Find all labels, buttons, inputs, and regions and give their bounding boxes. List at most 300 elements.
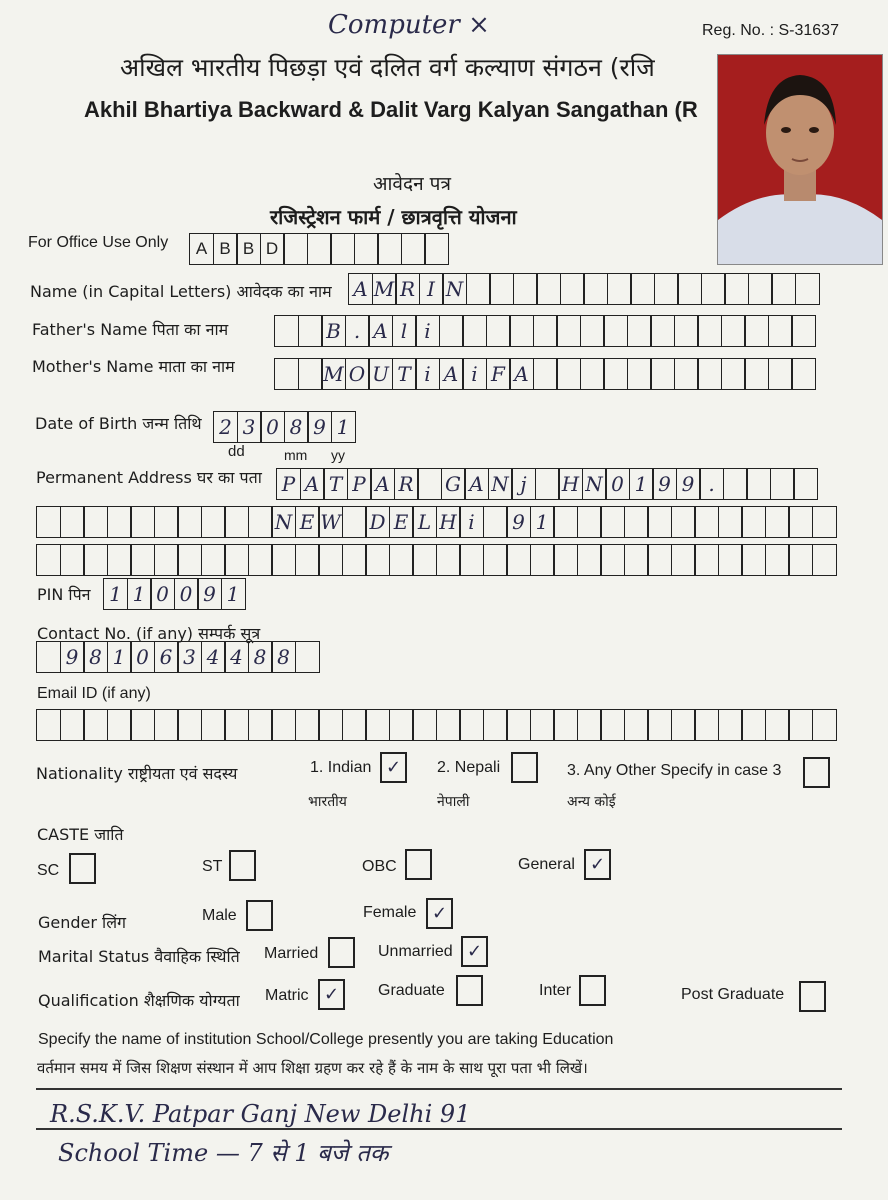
- char-cell: [812, 709, 837, 741]
- char-cell: [793, 468, 818, 500]
- office-cell-5: [283, 233, 308, 265]
- marital-label: Marital Status वैवाहिक स्थिति: [38, 947, 240, 966]
- gender-female-label: Female: [363, 904, 417, 921]
- char-cell: [201, 506, 226, 538]
- char-cell: [295, 709, 320, 741]
- pin-grid[interactable]: [103, 578, 244, 610]
- char-cell: [603, 315, 628, 347]
- char-cell: O: [345, 358, 370, 390]
- char-cell: [506, 544, 531, 576]
- char-cell: E: [295, 506, 320, 538]
- char-cell: i: [415, 315, 440, 347]
- char-cell: [177, 506, 202, 538]
- char-cell: j: [511, 468, 536, 500]
- dob-grid[interactable]: [213, 411, 354, 443]
- char-cell: [130, 709, 155, 741]
- char-cell: [154, 544, 179, 576]
- address-grid-3[interactable]: [36, 544, 835, 576]
- char-cell: [765, 506, 790, 538]
- char-cell: 9: [197, 578, 222, 610]
- char-cell: [791, 358, 816, 390]
- father-grid[interactable]: [274, 315, 815, 347]
- father-label: Father's Name पिता का नाम: [32, 320, 229, 339]
- nationality-indian-hindi: भारतीय: [308, 794, 347, 810]
- institution-answer-1[interactable]: R.S.K.V. Patpar Ganj New Delhi 91: [50, 1100, 471, 1128]
- nationality-other-hindi: अन्य कोई: [567, 794, 616, 810]
- char-cell: 9: [307, 411, 332, 443]
- char-cell: [741, 544, 766, 576]
- caste-label: CASTE जाति: [37, 825, 124, 844]
- email-label: Email ID (if any): [37, 685, 151, 702]
- char-cell: [224, 544, 249, 576]
- char-cell: U: [368, 358, 393, 390]
- office-cell-8: [354, 233, 379, 265]
- char-cell: [812, 544, 837, 576]
- char-cell: [724, 273, 749, 305]
- scribble-note: Computer ×: [328, 10, 490, 40]
- char-cell: [436, 544, 461, 576]
- char-cell: [788, 506, 813, 538]
- char-cell: [295, 544, 320, 576]
- char-cell: [553, 544, 578, 576]
- char-cell: N: [442, 273, 467, 305]
- office-cell-9: [377, 233, 402, 265]
- char-cell: [697, 358, 722, 390]
- office-use-grid[interactable]: [189, 233, 448, 265]
- char-cell: M: [321, 358, 346, 390]
- char-cell: [741, 709, 766, 741]
- char-cell: [462, 315, 487, 347]
- char-cell: [248, 544, 273, 576]
- dob-yy-hint: yy: [331, 447, 345, 463]
- char-cell: 1: [103, 578, 128, 610]
- char-cell: A: [370, 468, 395, 500]
- char-cell: [389, 709, 414, 741]
- char-cell: [795, 273, 820, 305]
- char-cell: [630, 273, 655, 305]
- char-cell: T: [392, 358, 417, 390]
- char-cell: [701, 273, 726, 305]
- nationality-nepali-label: 2. Nepali: [437, 759, 501, 776]
- caste-general-label: General: [518, 856, 575, 873]
- char-cell: [530, 709, 555, 741]
- char-cell: W: [318, 506, 343, 538]
- char-cell: [788, 544, 813, 576]
- contact-label: Contact No. (if any) सम्पर्क सूत्र: [37, 624, 261, 643]
- caste-general-checkbox[interactable]: ✓: [584, 849, 611, 880]
- office-cell-2: B: [213, 233, 238, 265]
- gender-male-label: Male: [202, 907, 237, 924]
- char-cell: [647, 506, 672, 538]
- char-cell: [553, 506, 578, 538]
- char-cell: 9: [506, 506, 531, 538]
- char-cell: [506, 709, 531, 741]
- char-cell: [177, 709, 202, 741]
- char-cell: 4: [201, 641, 226, 673]
- char-cell: [130, 506, 155, 538]
- char-cell: [533, 315, 558, 347]
- char-cell: 9: [60, 641, 85, 673]
- char-cell: 0: [150, 578, 175, 610]
- char-cell: 1: [127, 578, 152, 610]
- char-cell: [154, 709, 179, 741]
- reg-number: Reg. No. : S-31637: [702, 22, 839, 39]
- char-cell: [177, 544, 202, 576]
- char-cell: [765, 709, 790, 741]
- char-cell: 1: [107, 641, 132, 673]
- form-subtitle: आवेदन पत्र: [373, 173, 451, 195]
- char-cell: B: [321, 315, 346, 347]
- marital-married-label: Married: [264, 945, 319, 962]
- office-cell-4: D: [260, 233, 285, 265]
- nationality-label: Nationality राष्ट्रीयता एवं सदस्य: [36, 764, 238, 783]
- char-cell: 0: [605, 468, 630, 500]
- char-cell: 9: [652, 468, 677, 500]
- char-cell: [744, 358, 769, 390]
- char-cell: 1: [530, 506, 555, 538]
- char-cell: 3: [237, 411, 262, 443]
- char-cell: [744, 315, 769, 347]
- char-cell: [624, 506, 649, 538]
- char-cell: [671, 709, 696, 741]
- caste-sc-checkbox[interactable]: [69, 853, 96, 884]
- char-cell: [483, 506, 508, 538]
- char-cell: [771, 273, 796, 305]
- char-cell: [607, 273, 632, 305]
- char-cell: [459, 544, 484, 576]
- char-cell: [650, 315, 675, 347]
- char-cell: [107, 709, 132, 741]
- gender-male-checkbox[interactable]: [246, 900, 273, 931]
- char-cell: H: [558, 468, 583, 500]
- char-cell: [694, 506, 719, 538]
- char-cell: R: [394, 468, 419, 500]
- char-cell: [718, 709, 743, 741]
- char-cell: R: [395, 273, 420, 305]
- char-cell: [509, 315, 534, 347]
- char-cell: [274, 358, 299, 390]
- char-cell: [83, 544, 108, 576]
- gender-label: Gender लिंग: [38, 913, 127, 932]
- char-cell: [577, 709, 602, 741]
- char-cell: [439, 315, 464, 347]
- char-cell: [748, 273, 773, 305]
- char-cell: [295, 641, 320, 673]
- char-cell: [718, 544, 743, 576]
- char-cell: [36, 506, 61, 538]
- qualification-graduate-label: Graduate: [378, 982, 445, 999]
- nationality-nepali-checkbox[interactable]: [511, 752, 538, 783]
- char-cell: [459, 709, 484, 741]
- char-cell: [224, 506, 249, 538]
- qualification-pg-label: Post Graduate: [681, 986, 785, 1003]
- qualification-pg-checkbox[interactable]: [799, 981, 826, 1012]
- nationality-other-label: 3. Any Other Specify in case 3: [567, 762, 782, 779]
- caste-obc-checkbox[interactable]: [405, 849, 432, 880]
- char-cell: 9: [676, 468, 701, 500]
- char-cell: [365, 709, 390, 741]
- char-cell: [483, 709, 508, 741]
- char-cell: N: [488, 468, 513, 500]
- char-cell: [60, 506, 85, 538]
- char-cell: [533, 358, 558, 390]
- char-cell: [674, 358, 699, 390]
- char-cell: [768, 315, 793, 347]
- char-cell: [248, 506, 273, 538]
- address-grid-2[interactable]: [36, 506, 835, 538]
- char-cell: [535, 468, 560, 500]
- pin-label: PIN पिन: [37, 585, 91, 604]
- char-cell: [624, 544, 649, 576]
- qualification-matric-label: Matric: [265, 987, 309, 1004]
- char-cell: L: [412, 506, 437, 538]
- office-cell-6: [307, 233, 332, 265]
- char-cell: [536, 273, 561, 305]
- caste-sc-label: SC: [37, 862, 60, 879]
- char-cell: [60, 709, 85, 741]
- nationality-nepali-hindi: नेपाली: [437, 794, 470, 810]
- char-cell: P: [347, 468, 372, 500]
- org-title-hindi: अखिल भारतीय पिछड़ा एवं दलित वर्ग कल्याण संगठन (रजि: [120, 53, 655, 82]
- char-cell: A: [464, 468, 489, 500]
- char-cell: [624, 709, 649, 741]
- office-cell-3: B: [236, 233, 261, 265]
- char-cell: A: [368, 315, 393, 347]
- char-cell: 0: [174, 578, 199, 610]
- nationality-other-checkbox[interactable]: [803, 757, 830, 788]
- char-cell: A: [348, 273, 373, 305]
- org-title-english: Akhil Bhartiya Backward & Dalit Varg Kalyan Sangathan (R: [84, 97, 698, 122]
- char-cell: i: [462, 358, 487, 390]
- char-cell: 1: [629, 468, 654, 500]
- marital-unmarried-checkbox[interactable]: ✓: [461, 936, 488, 967]
- address-label: Permanent Address घर का पता: [36, 468, 262, 487]
- char-cell: [107, 544, 132, 576]
- char-cell: [36, 709, 61, 741]
- char-cell: N: [582, 468, 607, 500]
- char-cell: 0: [130, 641, 155, 673]
- qualification-label: Qualification शैक्षणिक योग्यता: [38, 991, 240, 1010]
- char-cell: [600, 544, 625, 576]
- char-cell: [513, 273, 538, 305]
- nationality-indian-checkbox[interactable]: ✓: [380, 752, 407, 783]
- char-cell: [201, 709, 226, 741]
- qualification-inter-label: Inter: [539, 982, 572, 999]
- char-cell: [271, 709, 296, 741]
- char-cell: 6: [154, 641, 179, 673]
- char-cell: 3: [177, 641, 202, 673]
- contact-grid[interactable]: [36, 641, 318, 673]
- char-cell: F: [486, 358, 511, 390]
- char-cell: [791, 315, 816, 347]
- char-cell: [647, 544, 672, 576]
- char-cell: [342, 506, 367, 538]
- office-use-label: For Office Use Only: [28, 234, 169, 251]
- char-cell: 8: [248, 641, 273, 673]
- char-cell: A: [439, 358, 464, 390]
- office-cell-11: [424, 233, 449, 265]
- char-cell: D: [365, 506, 390, 538]
- char-cell: [723, 468, 748, 500]
- char-cell: [600, 506, 625, 538]
- office-cell-10: [401, 233, 426, 265]
- char-cell: [436, 709, 461, 741]
- char-cell: [271, 544, 296, 576]
- institution-label-hindi: वर्तमान समय में जिस शिक्षण संस्थान में आप शिक्षा ग्रहण कर रहे हैं के नाम के साथ पूरा पता भी लिखें।: [37, 1059, 588, 1077]
- char-cell: [553, 709, 578, 741]
- institution-underline-2: [36, 1128, 842, 1130]
- applicant-photo: [717, 54, 883, 265]
- char-cell: [580, 358, 605, 390]
- char-cell: [627, 358, 652, 390]
- caste-obc-label: OBC: [362, 858, 397, 875]
- char-cell: [583, 273, 608, 305]
- char-cell: [342, 709, 367, 741]
- char-cell: [647, 709, 672, 741]
- char-cell: 2: [213, 411, 238, 443]
- marital-unmarried-label: Unmarried: [378, 943, 453, 960]
- char-cell: [560, 273, 585, 305]
- char-cell: [650, 358, 675, 390]
- char-cell: 1: [221, 578, 246, 610]
- form-scheme: रजिस्ट्रेशन फार्म / छात्रवृत्ति योजना: [270, 205, 517, 229]
- name-grid[interactable]: [348, 273, 818, 305]
- qualification-matric-checkbox[interactable]: ✓: [318, 979, 345, 1010]
- char-cell: [224, 709, 249, 741]
- char-cell: 4: [224, 641, 249, 673]
- char-cell: 8: [284, 411, 309, 443]
- char-cell: [274, 315, 299, 347]
- char-cell: .: [345, 315, 370, 347]
- gender-female-checkbox[interactable]: ✓: [426, 898, 453, 929]
- char-cell: [483, 544, 508, 576]
- char-cell: I: [419, 273, 444, 305]
- char-cell: [718, 506, 743, 538]
- char-cell: [765, 544, 790, 576]
- char-cell: [603, 358, 628, 390]
- char-cell: [746, 468, 771, 500]
- char-cell: T: [323, 468, 348, 500]
- char-cell: [342, 544, 367, 576]
- char-cell: [36, 641, 61, 673]
- institution-underline-1: [36, 1088, 842, 1090]
- char-cell: [83, 709, 108, 741]
- char-cell: [412, 544, 437, 576]
- char-cell: 8: [83, 641, 108, 673]
- qualification-graduate-checkbox[interactable]: [456, 975, 483, 1006]
- char-cell: [812, 506, 837, 538]
- address-grid-1[interactable]: [276, 468, 817, 500]
- institution-label-english: Specify the name of institution School/College presently you are taking Education: [38, 1031, 614, 1048]
- char-cell: [577, 506, 602, 538]
- char-cell: [654, 273, 679, 305]
- char-cell: [318, 544, 343, 576]
- char-cell: [130, 544, 155, 576]
- char-cell: [577, 544, 602, 576]
- char-cell: [201, 544, 226, 576]
- char-cell: H: [436, 506, 461, 538]
- char-cell: [486, 315, 511, 347]
- char-cell: [466, 273, 491, 305]
- char-cell: [298, 358, 323, 390]
- char-cell: 8: [271, 641, 296, 673]
- char-cell: A: [300, 468, 325, 500]
- char-cell: [417, 468, 442, 500]
- char-cell: [627, 315, 652, 347]
- char-cell: G: [441, 468, 466, 500]
- char-cell: [770, 468, 795, 500]
- char-cell: [154, 506, 179, 538]
- char-cell: [788, 709, 813, 741]
- char-cell: [412, 709, 437, 741]
- char-cell: E: [389, 506, 414, 538]
- marital-married-checkbox[interactable]: [328, 937, 355, 968]
- char-cell: [60, 544, 85, 576]
- char-cell: [694, 544, 719, 576]
- char-cell: [677, 273, 702, 305]
- char-cell: [556, 358, 581, 390]
- char-cell: [580, 315, 605, 347]
- char-cell: [697, 315, 722, 347]
- char-cell: [600, 709, 625, 741]
- name-label: Name (in Capital Letters) आवेदक का नाम: [30, 282, 332, 301]
- institution-answer-2[interactable]: School Time — 7 से 1 बजे तक: [58, 1139, 389, 1167]
- char-cell: [768, 358, 793, 390]
- qualification-inter-checkbox[interactable]: [579, 975, 606, 1006]
- char-cell: [248, 709, 273, 741]
- char-cell: [83, 506, 108, 538]
- char-cell: [556, 315, 581, 347]
- char-cell: M: [372, 273, 397, 305]
- char-cell: 0: [260, 411, 285, 443]
- char-cell: 1: [331, 411, 356, 443]
- char-cell: [318, 709, 343, 741]
- mother-grid[interactable]: [274, 358, 815, 390]
- char-cell: P: [276, 468, 301, 500]
- char-cell: [671, 506, 696, 538]
- dob-dd-hint: dd: [228, 443, 245, 460]
- char-cell: .: [699, 468, 724, 500]
- char-cell: N: [271, 506, 296, 538]
- dob-label: Date of Birth जन्म तिथि: [35, 414, 202, 433]
- char-cell: [365, 544, 390, 576]
- char-cell: i: [415, 358, 440, 390]
- char-cell: i: [459, 506, 484, 538]
- char-cell: [721, 315, 746, 347]
- dob-mm-hint: mm: [284, 447, 308, 463]
- nationality-indian-label: 1. Indian: [310, 759, 372, 776]
- char-cell: [389, 544, 414, 576]
- char-cell: [694, 709, 719, 741]
- char-cell: A: [509, 358, 534, 390]
- mother-label: Mother's Name माता का नाम: [32, 357, 235, 376]
- char-cell: [36, 544, 61, 576]
- char-cell: [107, 506, 132, 538]
- char-cell: [674, 315, 699, 347]
- caste-st-checkbox[interactable]: [229, 850, 256, 881]
- caste-st-label: ST: [202, 858, 223, 875]
- char-cell: [721, 358, 746, 390]
- email-grid[interactable]: [36, 709, 835, 741]
- char-cell: [671, 544, 696, 576]
- office-cell-1: A: [189, 233, 214, 265]
- char-cell: [530, 544, 555, 576]
- char-cell: [298, 315, 323, 347]
- char-cell: l: [392, 315, 417, 347]
- char-cell: [489, 273, 514, 305]
- office-cell-7: [330, 233, 355, 265]
- char-cell: [741, 506, 766, 538]
